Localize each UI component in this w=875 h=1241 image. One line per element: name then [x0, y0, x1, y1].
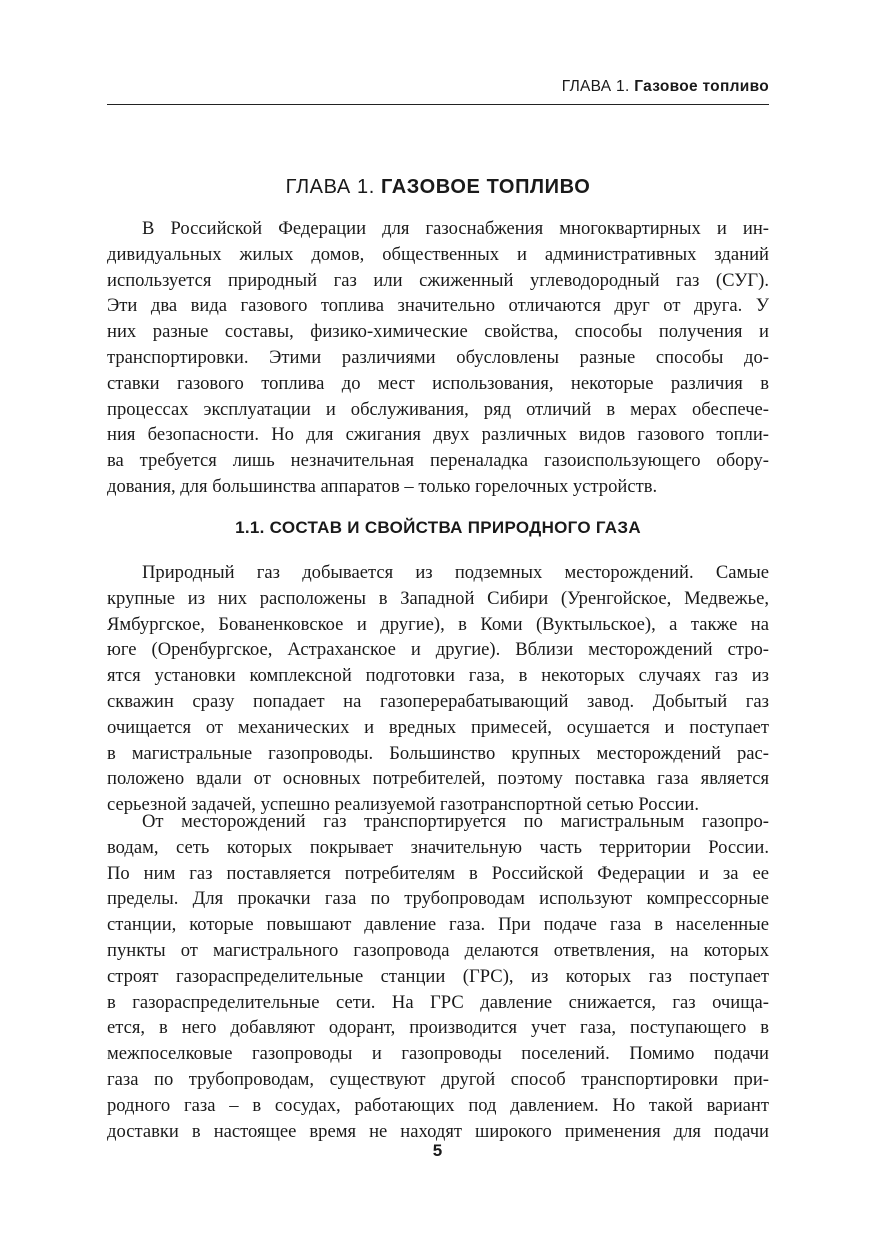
text-line: По ним газ поставляется потребителям в Российской Федерации и за ее	[107, 862, 769, 884]
text-line: скважин сразу попадает на газоперерабатывающий завод. Добытый газ	[107, 690, 769, 712]
running-header-chapter-prefix: ГЛАВА 1.	[561, 78, 630, 95]
text-line: межпоселковые газопроводы и газопроводы поселений. Помимо подачи	[107, 1043, 769, 1065]
text-line: ется, в него добавляют одорант, производится учет газа, поступающего в	[107, 1017, 769, 1039]
text-line: дивидуальных жилых домов, общественных и административных зданий	[107, 243, 769, 265]
section-title: 1.1. СОСТАВ И СВОЙСТВА ПРИРОДНОГО ГАЗА	[235, 518, 641, 537]
text-line: пункты от магистрального газопровода делаются ответвления, на которых	[107, 939, 769, 961]
text-line: водам, сеть которых покрывает значительную часть территории России.	[107, 836, 769, 858]
text-line: родного газа – в сосудах, работающих под давлением. Но такой вариант	[107, 1094, 769, 1116]
text-line: От месторождений газ транспортируется по магистральным газопро-	[142, 811, 769, 832]
chapter-prefix: ГЛАВА 1.	[285, 176, 375, 198]
text-line: дования, для большинства аппаратов – только горелочных устройств.	[107, 475, 658, 497]
text-line: в магистральные газопроводы. Большинство крупных месторождений рас-	[107, 742, 769, 764]
text-line: транспортировки. Этими различиями обусловлены разные способы до-	[107, 346, 769, 368]
text-line: в газораспределительные сети. На ГРС давление снижается, газ очища-	[107, 991, 769, 1013]
text-line: Ямбургское, Бованенковское и другие), в Коми (Вуктыльское), а также на	[107, 613, 769, 635]
text-line: ставки газового топлива до мест использования, некоторые различия в	[107, 372, 769, 394]
text-line: Эти два вида газового топлива значительно отличаются друг от друга. У	[107, 295, 769, 317]
text-line: В Российской Федерации для газоснабжения многоквартирных и ин-	[142, 218, 769, 239]
text-line: очищается от механических и вредных примесей, осушается и поступает	[107, 716, 769, 738]
paragraph-gas-extraction	[107, 560, 769, 818]
paragraph-gas-transport	[107, 809, 769, 1144]
text-line: ния безопасности. Но для сжигания двух различных видов газового топли-	[107, 424, 769, 446]
text-line: ва требуется лишь незначительная переналадка газоиспользующего обору-	[107, 450, 769, 472]
text-line: процессах эксплуатации и обслуживания, ряд отличий в мерах обеспече-	[107, 398, 769, 420]
text-line: крупные из них расположены в Западной Сибири (Уренгойское, Медвежье,	[107, 587, 769, 609]
page-number: 5	[432, 1141, 443, 1160]
text-line: положено вдали от основных потребителей, поэтому поставка газа является	[107, 768, 769, 790]
chapter-title	[107, 176, 769, 199]
chapter-heading: ГАЗОВОЕ ТОПЛИВО	[381, 176, 591, 198]
running-header-chapter-title: Газовое топливо	[634, 78, 769, 95]
paragraph-intro	[107, 216, 769, 500]
text-line: Природный газ добывается из подземных месторождений. Самые	[142, 562, 769, 583]
running-header	[107, 78, 769, 105]
text-line: газа по трубопроводам, существуют другой способ транспортировки при-	[107, 1068, 769, 1090]
text-line: используется природный газ или сжиженный углеводородный газ (СУГ).	[107, 269, 769, 291]
text-line: доставки в настоящее время не находят широкого применения для подачи	[107, 1120, 769, 1142]
text-line: них разные составы, физико-химические свойства, способы получения и	[107, 321, 769, 343]
text-line: юге (Оренбургское, Астраханское и другие). Вблизи месторождений стро-	[107, 639, 769, 661]
text-line: станции, которые повышают давление газа. При подаче газа в населенные	[107, 914, 769, 936]
text-line: серьезной задачей, успешно реализуемой газотранспортной сетью России.	[107, 794, 700, 816]
text-line: пределы. Для прокачки газа по трубопроводам используют компрессорные	[107, 888, 769, 910]
text-line: строят газораспределительные станции (ГРС), из которых газ поступает	[107, 965, 769, 987]
text-line: ятся установки комплексной подготовки газа, в некоторых случаях газ из	[107, 665, 769, 687]
